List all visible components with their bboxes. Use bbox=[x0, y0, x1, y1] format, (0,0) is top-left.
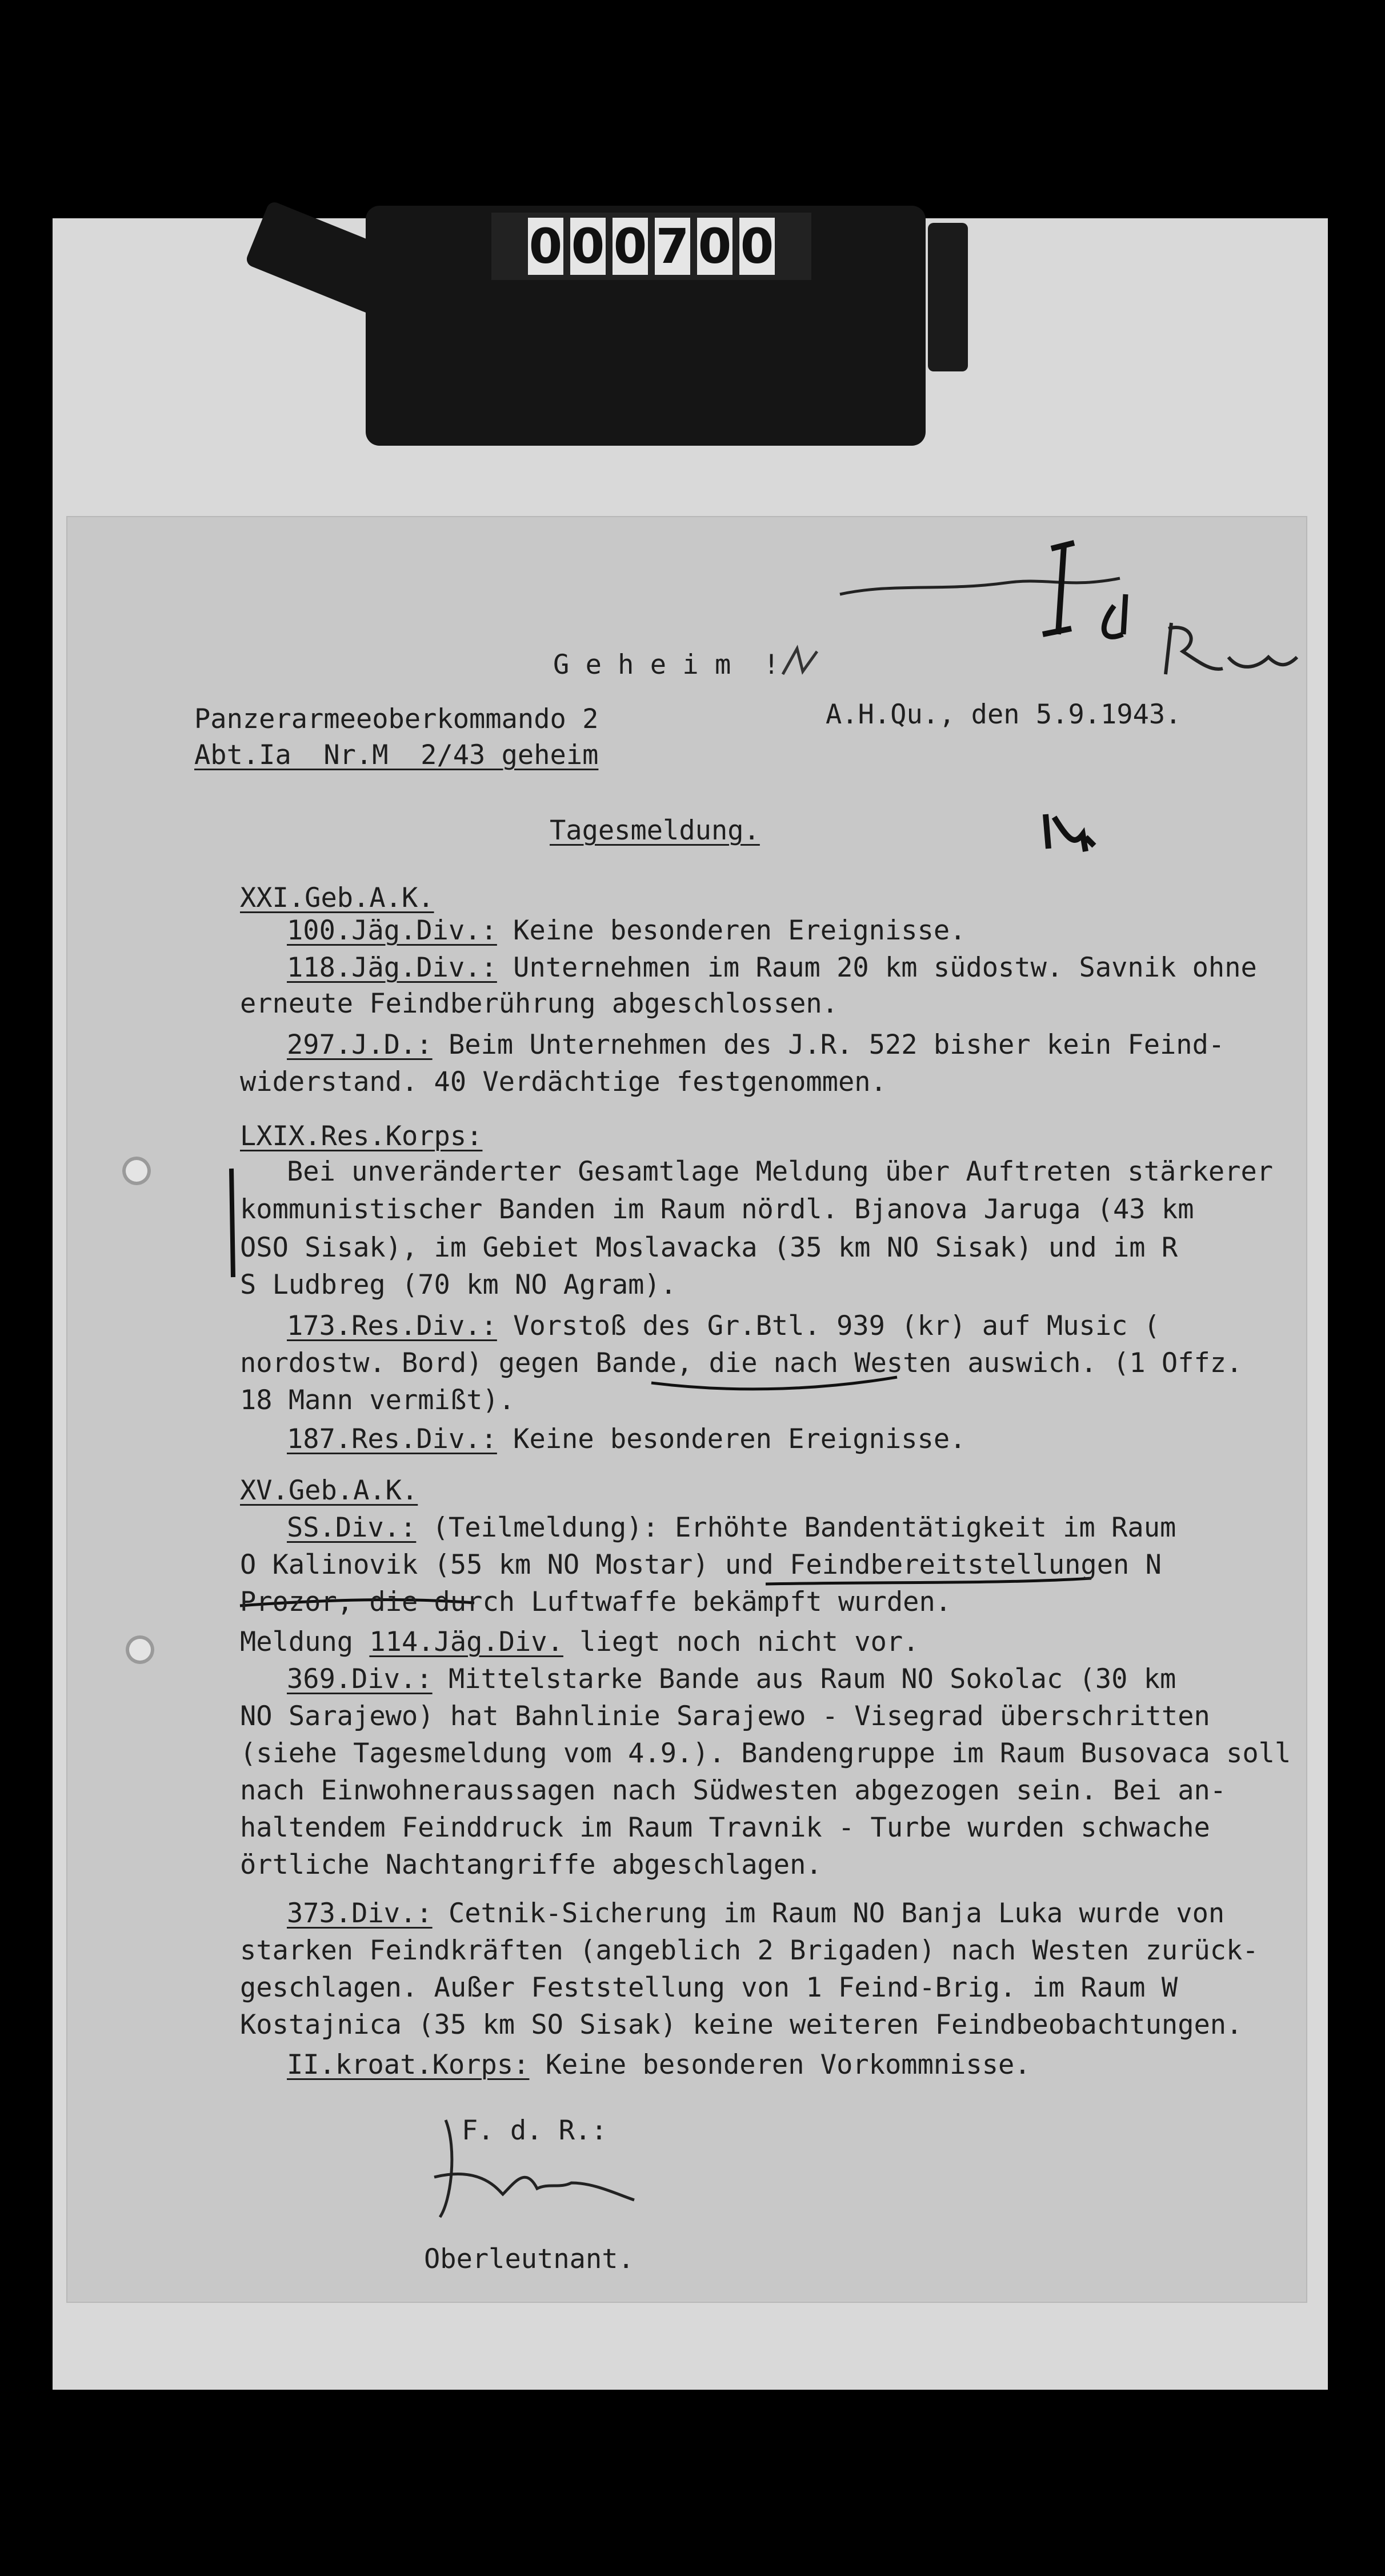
report-line: Meldung 114.Jäg.Div. liegt noch nicht vor. bbox=[240, 1626, 919, 1658]
handwritten-line bbox=[840, 578, 1120, 594]
report-line: geschlagen. Außer Feststellung von 1 Feind-Brig. im Raum W bbox=[240, 1972, 1178, 2003]
report-line: Prozor, die durch Luftwaffe bekämpft wurden. bbox=[240, 1586, 952, 1618]
report-line: haltendem Feinddruck im Raum Travnik - Turbe wurden schwache bbox=[240, 1812, 1210, 1843]
handwritten-initials bbox=[1104, 594, 1126, 637]
margin-mark bbox=[231, 1169, 233, 1277]
document-title: Tagesmeldung. bbox=[550, 815, 760, 846]
report-line: 118.Jäg.Div.: Unternehmen im Raum 20 km südostw. Savnik ohne bbox=[287, 952, 1257, 983]
counter-digit: 0 bbox=[571, 218, 605, 274]
counter-digit: 0 bbox=[529, 218, 563, 274]
signature-prefix: F. d. R.: bbox=[462, 2115, 607, 2146]
report-line: II.kroat.Korps: Keine besonderen Vorkommnisse. bbox=[287, 2049, 1031, 2081]
unit-heading: LXIX.Res.Korps: bbox=[240, 1121, 483, 1152]
handwritten-initials bbox=[1166, 623, 1297, 674]
counter-digit: 0 bbox=[613, 218, 647, 274]
handwritten-initials bbox=[1046, 814, 1094, 851]
counter-digit: 7 bbox=[655, 218, 690, 274]
report-line: 297.J.D.: Beim Unternehmen des J.R. 522 bisher kein Feind- bbox=[287, 1029, 1225, 1061]
report-line: Bei unveränderter Gesamtlage Meldung über Auftreten stärkerer bbox=[287, 1156, 1274, 1187]
report-line: OSO Sisak), im Gebiet Moslavacka (35 km NO Sisak) und im R bbox=[240, 1232, 1178, 1263]
report-line: 100.Jäg.Div.: Keine besonderen Ereignisse. bbox=[287, 915, 966, 946]
report-line: erneute Feindberührung abgeschlossen. bbox=[240, 988, 838, 1019]
unit-heading: XXI.Geb.A.K. bbox=[240, 882, 434, 914]
report-line: SS.Div.: (Teilmeldung): Erhöhte Bandentätigkeit im Raum bbox=[287, 1512, 1176, 1543]
reference-number: Abt.Ia Nr.M 2/43 geheim bbox=[194, 739, 599, 771]
report-line: NO Sarajewo) hat Bahnlinie Sarajewo - Visegrad überschritten bbox=[240, 1701, 1210, 1732]
issuing-office: Panzerarmeeoberkommando 2 bbox=[194, 703, 599, 735]
report-line: 18 Mann vermißt). bbox=[240, 1385, 515, 1416]
report-line: örtliche Nachtangriffe abgeschlagen. bbox=[240, 1849, 822, 1881]
report-line: (siehe Tagesmeldung vom 4.9.). Bandengruppe im Raum Busovaca soll bbox=[240, 1738, 1291, 1769]
report-line: 373.Div.: Cetnik-Sicherung im Raum NO Banja Luka wurde von bbox=[287, 1898, 1225, 1929]
report-line: S Ludbreg (70 km NO Agram). bbox=[240, 1269, 677, 1301]
report-line: nordostw. Bord) gegen Bande, die nach Westen auswich. (1 Offz. bbox=[240, 1347, 1243, 1379]
unit-heading: XV.Geb.A.K. bbox=[240, 1475, 418, 1506]
counter-digit: 0 bbox=[698, 218, 732, 274]
place-date: A.H.Qu., den 5.9.1943. bbox=[826, 699, 1182, 730]
handwritten-tick bbox=[783, 649, 817, 674]
classification: G e h e i m ! bbox=[553, 649, 780, 681]
report-line: nach Einwohneraussagen nach Südwesten abgezogen sein. Bei an- bbox=[240, 1775, 1227, 1806]
signatory-rank: Oberleutnant. bbox=[424, 2243, 634, 2275]
counter-digit: 0 bbox=[740, 218, 774, 274]
report-line: 173.Res.Div.: Vorstoß des Gr.Btl. 939 (kr) auf Music ( bbox=[287, 1310, 1160, 1342]
report-line: starken Feindkräften (angeblich 2 Brigaden) nach Westen zurück- bbox=[240, 1935, 1259, 1966]
report-line: 369.Div.: Mittelstarke Bande aus Raum NO Sokolac (30 km bbox=[287, 1663, 1176, 1695]
report-line: Kostajnica (35 km SO Sisak) keine weiteren Feindbeobachtungen. bbox=[240, 2009, 1243, 2041]
report-line: widerstand. 40 Verdächtige festgenommen. bbox=[240, 1066, 887, 1098]
handwritten-initials bbox=[1043, 543, 1074, 634]
report-line: kommunistischer Banden im Raum nördl. Bjanova Jaruga (43 km bbox=[240, 1194, 1194, 1225]
report-line: 187.Res.Div.: Keine besonderen Ereignisse. bbox=[287, 1423, 966, 1455]
report-line: O Kalinovik (55 km NO Mostar) und Feindbereitstellungen N bbox=[240, 1549, 1162, 1581]
